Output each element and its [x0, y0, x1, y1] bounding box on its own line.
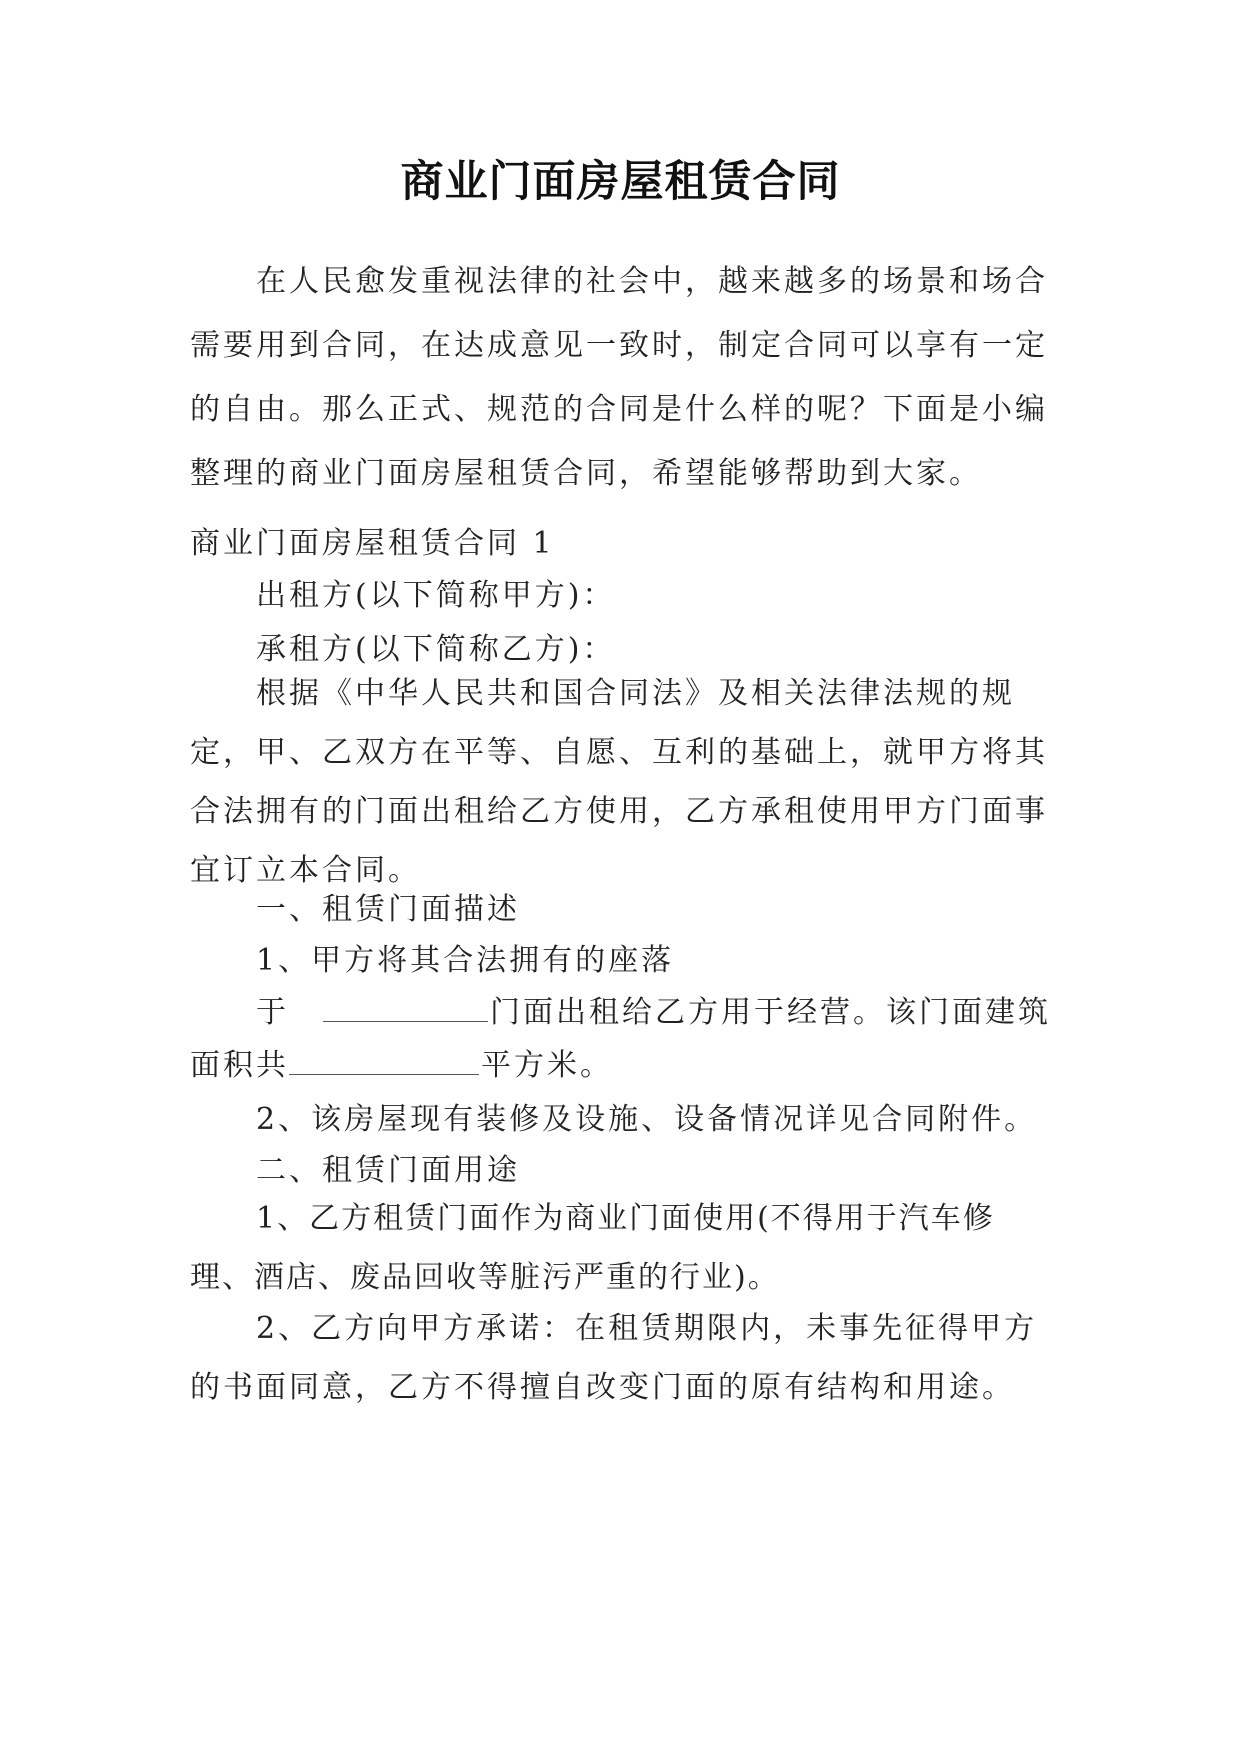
clause1-item1-middle: 门面出租给乙方用于经营。该门面建筑 — [490, 995, 1051, 1030]
clause2-heading: 二、租赁门面用途 — [256, 1153, 520, 1188]
clause2-item2: 2、乙方向甲方承诺：在租赁期限内，未事先征得甲方的书面同意，乙方不得擅自改变门面的原有结构和用途。 — [190, 1311, 1038, 1405]
document-title: 商业门面房屋租赁合同 — [400, 157, 841, 207]
clause1-item1-line1: 1、甲方将其合法拥有的座落 — [256, 943, 675, 978]
lessor-label: 出租方(以下简称甲方)： — [256, 578, 616, 613]
clause1-item1-area-suffix: 平方米。 — [481, 1048, 613, 1083]
clause1-item1-line3 — [190, 1037, 613, 1095]
location-blank — [323, 991, 488, 1022]
lessee-label: 承租方(以下简称乙方)： — [256, 632, 616, 667]
clause1-item1-prefix: 于 — [256, 995, 289, 1030]
intro-paragraph: 在人民愈发重视法律的社会中，越来越多的场景和场合需要用到合同，在达成意见一致时，制定合同可以享有一定的自由。那么正式、规范的合同是什么样的呢？下面是小编整理的商业门面房屋租赁合同，希望能够帮助到大家。 — [190, 264, 1048, 491]
area-blank — [289, 1044, 479, 1075]
clause1-heading: 一、租赁门面描述 — [256, 892, 520, 927]
clause2-item1: 1、乙方租赁门面作为商业门面使用(不得用于汽车修理、酒店、废品回收等脏污严重的行业)。 — [190, 1201, 995, 1295]
clause1-item1-line2 — [256, 984, 1051, 1042]
clause1-item2: 2、该房屋现有装修及设施、设备情况详见合同附件。 — [256, 1102, 1038, 1137]
section-heading: 商业门面房屋租赁合同 1 — [190, 526, 555, 561]
basis-paragraph: 根据《中华人民共和国合同法》及相关法律法规的规定，甲、乙双方在平等、自愿、互利的基础上，就甲方将其合法拥有的门面出租给乙方使用，乙方承租使用甲方门面事宜订立本合同。 — [190, 676, 1048, 888]
clause1-item1-area-prefix: 面积共 — [190, 1048, 289, 1083]
